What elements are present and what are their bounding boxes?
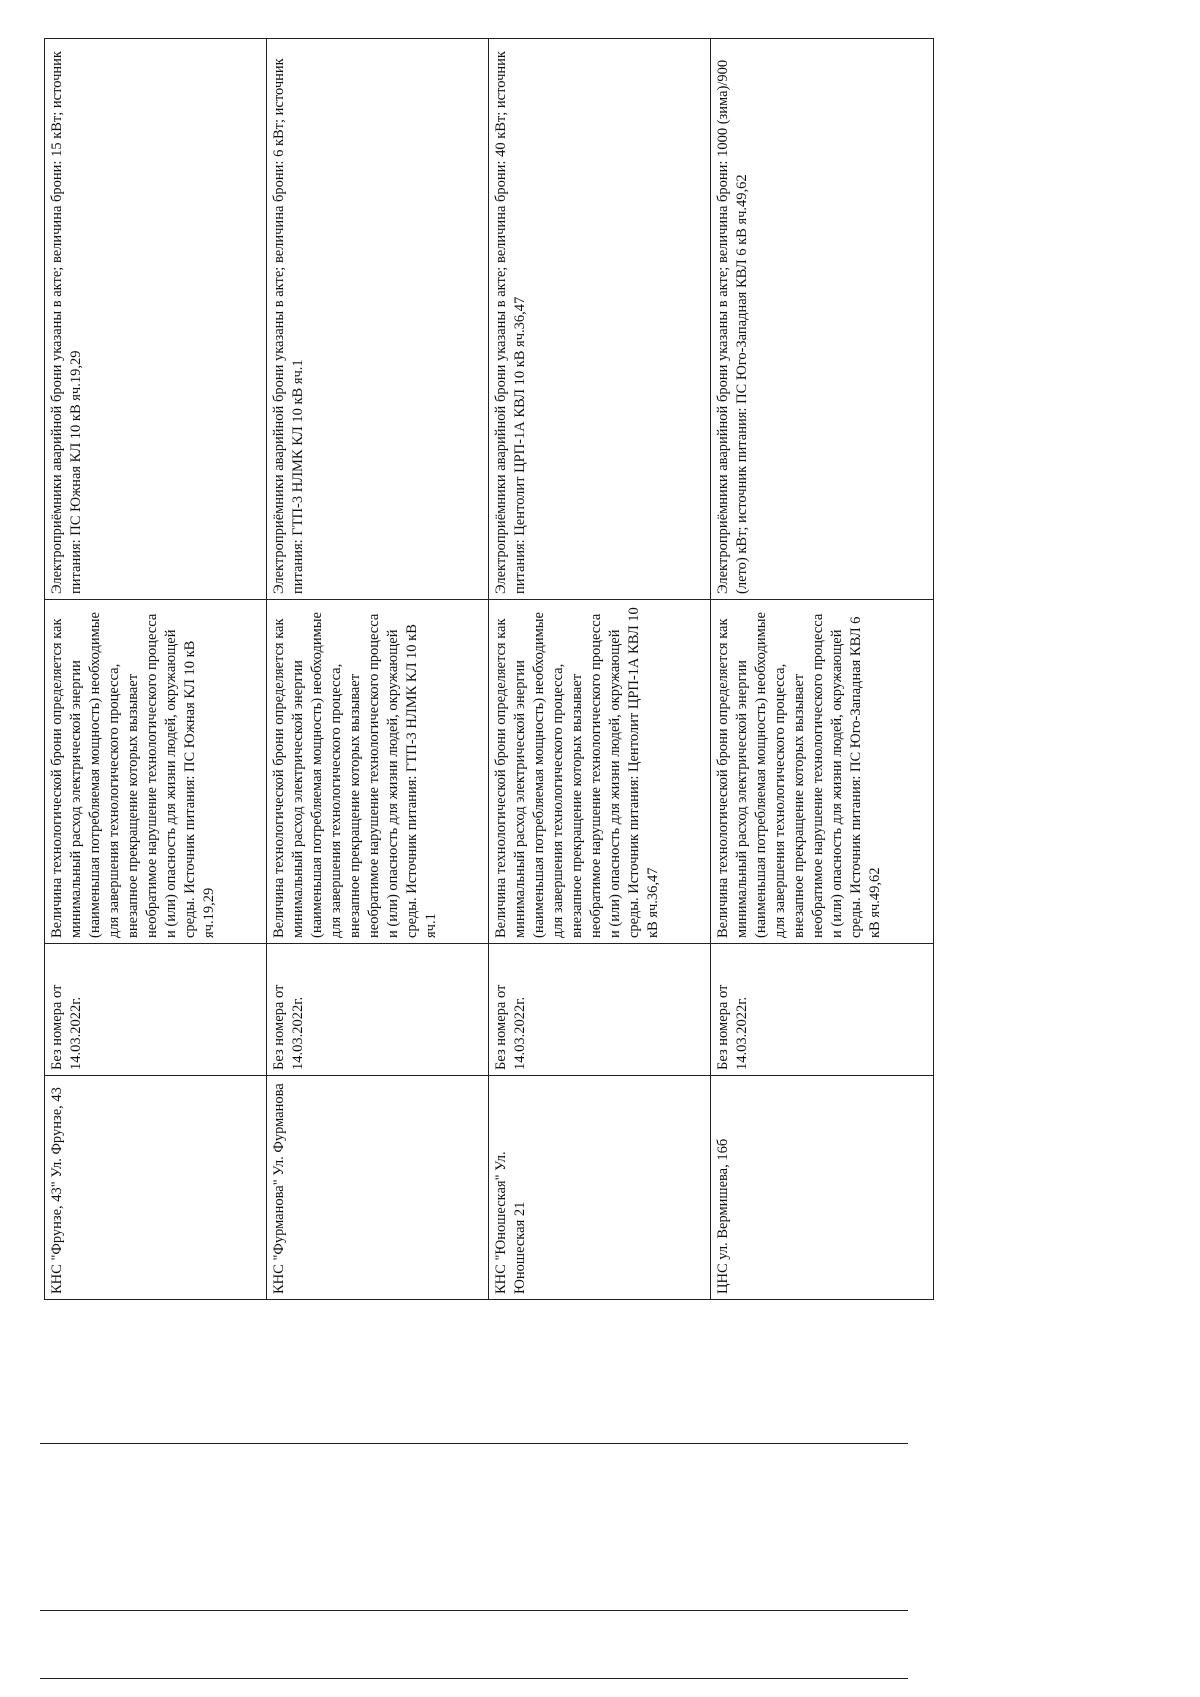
object-cell: ЦНС ул. Вермишева, 16б — [711, 1075, 933, 1299]
act-cell: Без номера от 14.03.2022г. — [267, 943, 488, 1075]
technological-reserve-cell: Величина технологической брони определяется как минимальный расход электрической энергии (наименьшая потребляемая мощность) необходимые для завершения технологического процесса, внезапное прекращение которых вызывает необратимое нарушение технологического процесса и (или) опасность для жизни людей, окружающей среды. Источник питания: ПС Южная КЛ 10 кВ яч.19,29 — [45, 599, 266, 943]
emergency-reserve-cell: Электроприёмники аварийной брони указаны в акте; величина брони: 6 кВт; источник питания: ГТП-3 НЛМК КЛ 10 кВ яч.1 — [271, 58, 306, 594]
signature-line — [40, 1610, 908, 1611]
act-cell: Без номера от 14.03.2022г. — [45, 943, 266, 1075]
object-cell: КНС "Фурманова" Ул. Фурманова — [267, 1075, 488, 1299]
technological-reserve-cell: Величина технологической брони определяется как минимальный расход электрической энергии (наименьшая потребляемая мощность) необходимые для завершения технологического процесса, внезапное прекращение которых вызывает необратимое нарушение технологического процесса и (или) опасность для жизни людей, окружающей среды. Источник питания: Центолит ЦРП-1А КВЛ 10 кВ яч.36,47 — [489, 599, 710, 943]
emergency-reserve-cell: Электроприёмники аварийной брони указаны в акте; величина брони: 15 кВт; источник питания: ПС Южная КЛ 10 кВ яч.19,29 — [49, 51, 84, 594]
signature-line — [40, 1443, 908, 1444]
reservation-table — [44, 38, 934, 1300]
emergency-reserve-cell: Электроприёмники аварийной брони указаны в акте; величина брони: 1000 (зима)/900 (лето) кВт; источник питания: ПС Юго-Западная КВЛ 6 кВ яч.49,62 — [715, 59, 750, 594]
signature-line — [40, 1678, 908, 1679]
emergency-reserve-cell: Электроприёмники аварийной брони указаны в акте; величина брони: 40 кВт; источник питания: Центолит ЦРП-1А КВЛ 10 кВ яч.36,47 — [493, 51, 528, 594]
table-row — [45, 39, 267, 1299]
technological-reserve-cell: Величина технологической брони определяется как минимальный расход электрической энергии (наименьшая потребляемая мощность) необходимые для завершения технологического процесса, внезапное прекращение которых вызывает необратимое нарушение технологического процесса и (или) опасность для жизни людей, окружающей среды. Источник питания: ГТП-3 НЛМК КЛ 10 кВ яч.1 — [267, 599, 488, 943]
table-row — [267, 39, 489, 1299]
table-row — [711, 39, 933, 1299]
object-cell: КНС "Фрунзе, 43" Ул. Фрунзе, 43 — [45, 1075, 266, 1299]
technological-reserve-cell: Величина технологической брони определяется как минимальный расход электрической энергии (наименьшая потребляемая мощность) необходимые для завершения технологического процесса, внезапное прекращение которых вызывает необратимое нарушение технологического процесса и (или) опасность для жизни людей, окружающей среды. Источник питания: ПС Юго-Западная КВЛ 6 кВ яч.49,62 — [711, 599, 933, 943]
act-cell: Без номера от 14.03.2022г. — [711, 943, 933, 1075]
object-cell: КНС "Юношеская" Ул. Юношеская 21 — [489, 1075, 710, 1299]
table-row — [489, 39, 711, 1299]
act-cell: Без номера от 14.03.2022г. — [489, 943, 710, 1075]
